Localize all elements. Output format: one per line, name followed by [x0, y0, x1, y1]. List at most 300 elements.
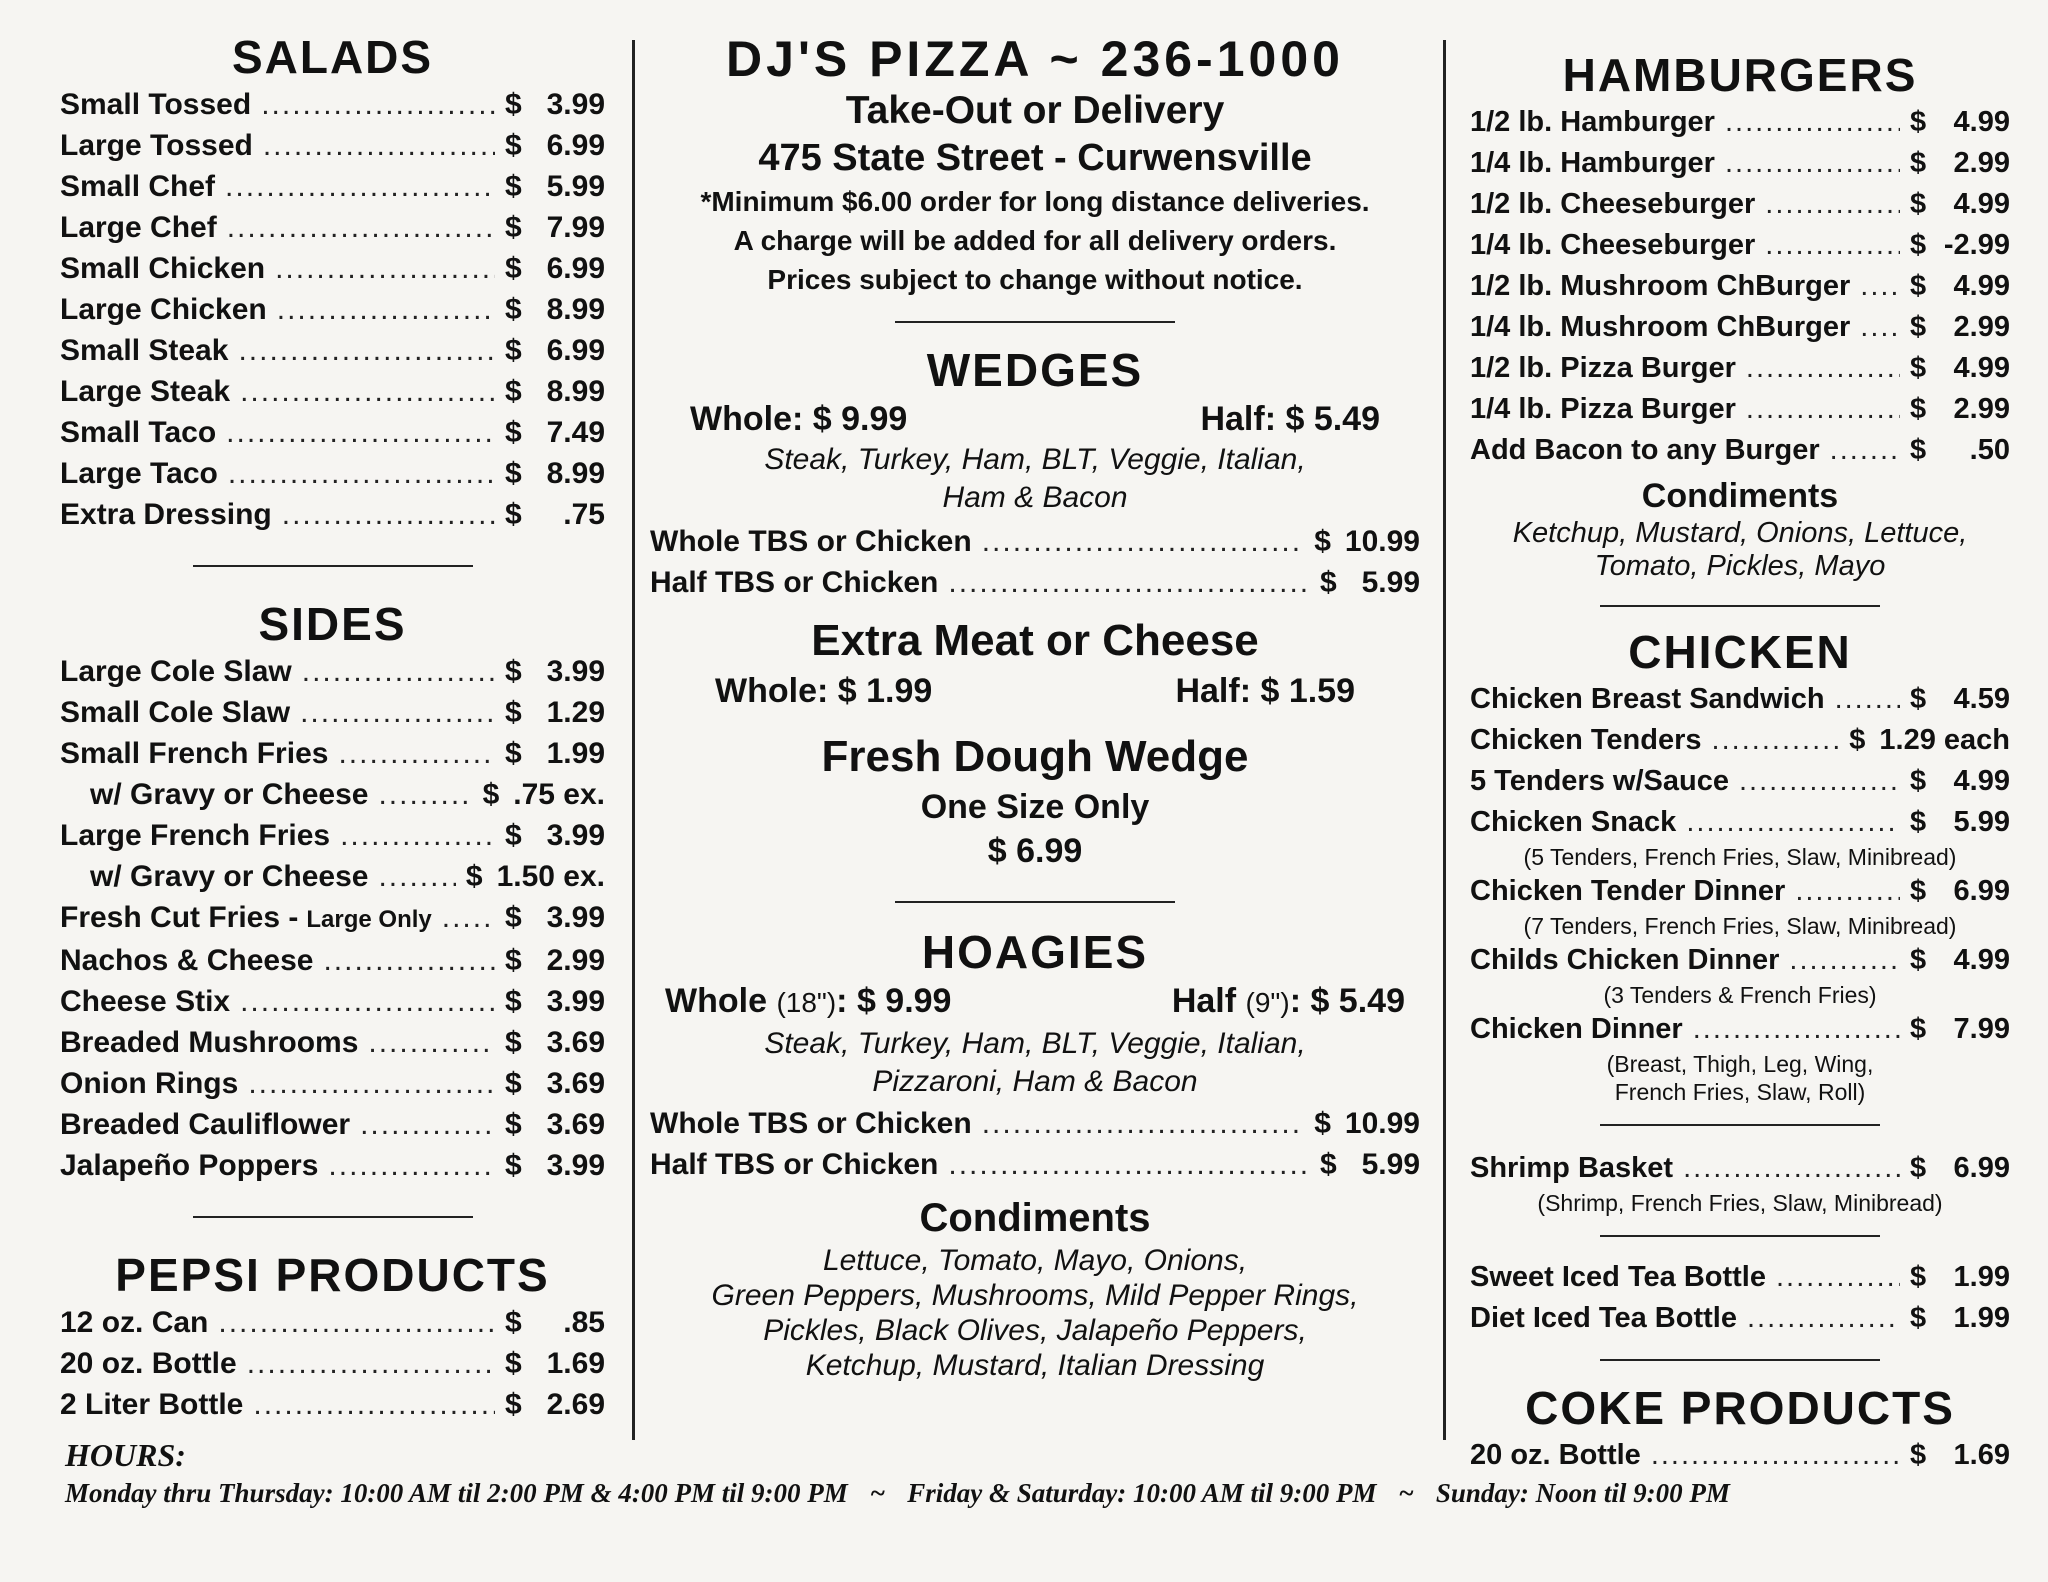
sides-title: SIDES	[258, 598, 407, 650]
currency-sign: $	[505, 457, 522, 490]
item-price	[1910, 102, 2010, 143]
item-price	[1910, 266, 2010, 307]
wedges-whole: Whole: $ 9.99	[690, 400, 908, 438]
currency-sign: $	[505, 334, 522, 367]
divider	[1600, 1235, 1880, 1237]
item-note: French Fries, Slaw, Roll)	[1614, 1079, 1866, 1105]
item-name: 5 Tenders w/Sauce	[1470, 765, 1729, 797]
price-amount: .50	[1969, 434, 2010, 466]
hoagies-desc: Pizzaroni, Ham & Bacon	[872, 1065, 1198, 1098]
leader-dots	[982, 1103, 1305, 1144]
item-price	[505, 207, 605, 248]
item-name: Large Chicken	[60, 293, 267, 326]
currency-sign: $	[1849, 724, 1866, 756]
condiment-line: Green Peppers, Mushrooms, Mild Pepper Rings,	[711, 1279, 1359, 1312]
chicken-list	[1470, 679, 2010, 1106]
condiment-line: Pickles, Black Olives, Jalapeño Peppers,	[763, 1314, 1307, 1347]
item-note: (3 Tenders & French Fries)	[1603, 982, 1877, 1008]
leader-dots	[248, 1063, 495, 1104]
item-price	[1910, 143, 2010, 184]
left-column	[60, 30, 605, 1425]
item-name: Large Tossed	[60, 129, 253, 162]
item-name: Shrimp Basket	[1470, 1152, 1674, 1184]
column-divider-left	[632, 40, 635, 1440]
burger-condiments: Ketchup, Mustard, Onions, Lettuce,	[1512, 517, 1968, 549]
item-name: Small Chef	[60, 170, 216, 203]
item-name: 12 oz. Can	[60, 1306, 209, 1339]
currency-sign: $	[1910, 1439, 1927, 1471]
item-name: Whole TBS or Chicken	[650, 1107, 972, 1140]
menu-item	[60, 856, 605, 897]
item-price	[1910, 1298, 2010, 1339]
leader-dots	[1789, 940, 1900, 981]
divider	[895, 901, 1175, 903]
item-name: Add Bacon to any Burger	[1470, 434, 1820, 466]
wedges-title: WEDGES	[926, 344, 1144, 396]
price-amount: 6.99	[546, 334, 605, 367]
item-name: Small Steak	[60, 334, 229, 367]
restaurant-address: 475 State Street - Curwensville	[758, 137, 1312, 179]
divider	[193, 565, 473, 567]
leader-dots	[1830, 430, 1900, 471]
leader-dots	[982, 521, 1305, 562]
item-name: Chicken Dinner	[1470, 1013, 1683, 1045]
menu-item	[1470, 1257, 2010, 1298]
menu-item	[60, 412, 605, 453]
item-price	[505, 494, 605, 535]
menu-item	[60, 1104, 605, 1145]
leader-dots	[1747, 1298, 1900, 1339]
currency-sign: $	[1910, 1152, 1927, 1184]
item-price	[505, 1145, 605, 1186]
leader-dots	[948, 1144, 1310, 1185]
item-note: (7 Tenders, French Fries, Slaw, Minibread)	[1523, 913, 1957, 939]
leader-dots	[261, 84, 495, 125]
item-name: 20 oz. Bottle	[1470, 1439, 1641, 1471]
menu-item	[60, 940, 605, 981]
item-name: Extra Dressing	[60, 498, 272, 531]
leader-dots	[238, 330, 495, 371]
currency-sign: $	[505, 819, 522, 852]
item-price	[505, 733, 605, 774]
menu-item	[60, 1384, 605, 1425]
coke-title: COKE PRODUCTS	[1525, 1382, 1955, 1434]
menu-item	[650, 1103, 1420, 1144]
item-price	[505, 1063, 605, 1104]
currency-sign: $	[505, 129, 522, 162]
item-price	[505, 981, 605, 1022]
price-amount: 6.99	[546, 252, 605, 285]
hours-section	[65, 1435, 2015, 1511]
price-amount: 4.99	[1953, 106, 2010, 138]
item-name: 1/2 lb. Pizza Burger	[1470, 352, 1736, 384]
dough-price: $ 6.99	[987, 832, 1083, 870]
item-price	[1320, 1144, 1420, 1185]
leader-dots	[360, 1104, 495, 1145]
item-price	[505, 897, 605, 938]
leader-dots	[218, 1302, 495, 1343]
price-amount: 4.59	[1953, 683, 2010, 715]
item-price	[505, 330, 605, 371]
leader-dots	[302, 651, 495, 692]
item-price	[1910, 1257, 2010, 1298]
item-price	[1849, 720, 2010, 761]
leader-dots	[340, 815, 495, 856]
middle-column	[650, 30, 1420, 1383]
item-name: Cheese Stix	[60, 985, 231, 1018]
leader-dots	[1860, 307, 1900, 348]
menu-item	[60, 1302, 605, 1343]
leader-dots	[323, 940, 495, 981]
menu-item	[1470, 1009, 2010, 1050]
price-amount: .75	[563, 498, 605, 531]
shrimp-item	[1470, 1148, 2010, 1217]
menu-item	[1470, 102, 2010, 143]
tea-list	[1470, 1257, 2010, 1339]
price-amount: 3.99	[546, 985, 605, 1018]
price-amount: 4.99	[1953, 765, 2010, 797]
price-amount: -2.99	[1943, 229, 2010, 261]
item-price	[505, 84, 605, 125]
leader-dots	[1739, 761, 1900, 802]
price-amount: .85	[563, 1306, 605, 1339]
item-price	[1910, 1148, 2010, 1189]
currency-sign: $	[1910, 229, 1927, 261]
salads-title: SALADS	[231, 31, 434, 83]
item-price	[1910, 940, 2010, 981]
menu-item	[60, 897, 605, 940]
currency-sign: $	[505, 737, 522, 770]
item-name: 1/4 lb. Mushroom ChBurger	[1470, 311, 1851, 343]
price-amount: 4.99	[1953, 188, 2010, 220]
price-amount: 1.99	[1953, 1261, 2010, 1293]
price-amount: 10.99	[1344, 1107, 1420, 1140]
leader-dots	[1835, 679, 1900, 720]
leader-dots	[1693, 1009, 1900, 1050]
menu-item	[1470, 430, 2010, 471]
menu-item	[1470, 679, 2010, 720]
currency-sign: $	[1910, 765, 1927, 797]
item-name: Breaded Mushrooms	[60, 1026, 359, 1059]
menu-item	[60, 1022, 605, 1063]
item-name: Large Cole Slaw	[60, 655, 292, 688]
currency-sign: $	[1314, 1107, 1331, 1140]
currency-sign: $	[1910, 434, 1927, 466]
menu-item	[1470, 348, 2010, 389]
item-name: Half TBS or Chicken	[650, 1148, 939, 1181]
leader-dots	[300, 692, 495, 733]
leader-dots	[1746, 389, 1900, 430]
hoagies-desc: Steak, Turkey, Ham, BLT, Veggie, Italian,	[764, 1027, 1306, 1060]
leader-dots	[1746, 348, 1900, 389]
item-price	[505, 248, 605, 289]
currency-sign: $	[505, 211, 522, 244]
currency-sign: $	[1910, 875, 1927, 907]
item-price	[505, 815, 605, 856]
item-name: Chicken Tender Dinner	[1470, 875, 1786, 907]
hours-separator: ~	[869, 1478, 886, 1508]
item-price	[505, 692, 605, 733]
hamburgers-title: HAMBURGERS	[1562, 49, 1918, 101]
currency-sign: $	[505, 252, 522, 285]
item-price	[1910, 389, 2010, 430]
pepsi-title: PEPSI PRODUCTS	[115, 1249, 550, 1301]
dough-title: Fresh Dough Wedge	[821, 732, 1249, 781]
menu-item	[60, 1343, 605, 1384]
menu-item	[1470, 1298, 2010, 1339]
item-name: Fresh Cut Fries -	[60, 901, 299, 934]
menu-item	[60, 125, 605, 166]
leader-dots	[282, 494, 495, 535]
currency-sign: $	[505, 696, 522, 729]
price-amount: 3.99	[546, 655, 605, 688]
price-amount: 3.99	[546, 1149, 605, 1182]
price-amount: 2.99	[1953, 311, 2010, 343]
item-price	[505, 651, 605, 692]
price-amount: 3.99	[546, 88, 605, 121]
item-price	[505, 940, 605, 981]
hours-line	[65, 1475, 2015, 1511]
price-amount: 4.99	[1953, 270, 2010, 302]
menu-item	[1470, 266, 2010, 307]
currency-sign: $	[1910, 683, 1927, 715]
price-amount: 1.50 ex.	[496, 860, 605, 893]
price-amount: 3.69	[546, 1067, 605, 1100]
price-amount: 7.99	[546, 211, 605, 244]
leader-dots	[1795, 871, 1900, 912]
currency-sign: $	[505, 375, 522, 408]
item-name: Half TBS or Chicken	[650, 566, 939, 599]
currency-sign: $	[1910, 311, 1927, 343]
currency-sign: $	[1910, 147, 1927, 179]
leader-dots	[1686, 802, 1900, 843]
price-amount: 1.69	[1953, 1439, 2010, 1471]
currency-sign: $	[505, 1108, 522, 1141]
menu-item	[650, 562, 1420, 603]
price-amount: 1.29 each	[1879, 724, 2010, 756]
item-name: Small Tossed	[60, 88, 252, 121]
column-divider-right	[1443, 40, 1446, 1440]
menu-item	[60, 494, 605, 535]
price-amount: .75 ex.	[513, 778, 605, 811]
header-note: A charge will be added for all delivery orders.	[733, 225, 1337, 256]
price-amount: 5.99	[546, 170, 605, 203]
menu-item	[1470, 389, 2010, 430]
item-extra: Large Only	[306, 906, 432, 933]
item-name: Diet Iced Tea Bottle	[1470, 1302, 1737, 1334]
hoagies-list	[650, 1103, 1420, 1185]
currency-sign: $	[1910, 1013, 1927, 1045]
extra-title: Extra Meat or Cheese	[811, 616, 1259, 665]
leader-dots	[225, 166, 495, 207]
dough-size: One Size Only	[920, 788, 1150, 826]
wedges-half: Half: $ 5.49	[1200, 400, 1380, 438]
hours-sunday: Sunday: Noon til 9:00 PM	[1435, 1478, 1730, 1508]
leader-dots	[948, 562, 1310, 603]
leader-dots	[247, 1343, 495, 1384]
item-name: Chicken Breast Sandwich	[1470, 683, 1825, 715]
leader-dots	[1712, 720, 1840, 761]
currency-sign: $	[1910, 352, 1927, 384]
currency-sign: $	[1910, 1302, 1927, 1334]
header-note: *Minimum $6.00 order for long distance deliveries.	[700, 186, 1370, 217]
price-amount: 8.99	[546, 457, 605, 490]
item-price	[505, 1343, 605, 1384]
price-amount: 6.99	[546, 129, 605, 162]
menu-item	[1470, 307, 2010, 348]
item-price	[505, 1302, 605, 1343]
item-name: Small Chicken	[60, 252, 266, 285]
condiment-line: Ketchup, Mustard, Italian Dressing	[805, 1349, 1265, 1382]
leader-dots	[240, 371, 495, 412]
condiment-line: Lettuce, Tomato, Mayo, Onions,	[822, 1244, 1248, 1277]
price-amount: 1.69	[546, 1347, 605, 1380]
item-name: Jalapeño Poppers	[60, 1149, 319, 1182]
item-name: 2 Liter Bottle	[60, 1388, 244, 1421]
hoagies-title: HOAGIES	[921, 926, 1149, 978]
item-price	[505, 1022, 605, 1063]
menu-item	[60, 1063, 605, 1104]
menu-item	[60, 84, 605, 125]
hoagies-prices	[650, 979, 1420, 1025]
item-price	[505, 1384, 605, 1425]
leader-dots	[277, 289, 495, 330]
item-name: 1/2 lb. Hamburger	[1470, 106, 1715, 138]
burger-condiments-title: Condiments	[1641, 477, 1839, 515]
divider	[1600, 1359, 1880, 1361]
item-price	[505, 125, 605, 166]
item-name: 1/2 lb. Cheeseburger	[1470, 188, 1756, 220]
price-amount: 10.99	[1344, 525, 1420, 558]
item-name: w/ Gravy or Cheese	[90, 860, 369, 893]
currency-sign: $	[1910, 944, 1927, 976]
currency-sign: $	[505, 1026, 522, 1059]
item-name: 1/4 lb. Cheeseburger	[1470, 229, 1756, 261]
currency-sign: $	[1320, 566, 1337, 599]
price-amount: 6.99	[1953, 1152, 2010, 1184]
price-amount: 3.69	[546, 1108, 605, 1141]
restaurant-subtitle: Take-Out or Delivery	[845, 89, 1225, 132]
item-name: Breaded Cauliflower	[60, 1108, 351, 1141]
leader-dots	[253, 1384, 495, 1425]
currency-sign: $	[1910, 393, 1927, 425]
hoagie-condiments-title: Condiments	[919, 1196, 1151, 1240]
currency-sign: $	[505, 293, 522, 326]
item-name: Onion Rings	[60, 1067, 239, 1100]
leader-dots	[338, 733, 495, 774]
header-note: Prices subject to change without notice.	[767, 264, 1303, 295]
menu-item	[1470, 761, 2010, 802]
item-note: (5 Tenders, French Fries, Slaw, Minibread)	[1523, 844, 1957, 870]
item-price	[1320, 562, 1420, 603]
divider	[1600, 1124, 1880, 1126]
item-price	[1910, 679, 2010, 720]
divider	[193, 1216, 473, 1218]
currency-sign: $	[1910, 806, 1927, 838]
currency-sign: $	[505, 88, 522, 121]
item-name: w/ Gravy or Cheese	[90, 778, 369, 811]
currency-sign: $	[505, 416, 522, 449]
extra-whole: Whole: $ 1.99	[715, 672, 933, 710]
hoagies-whole: Whole (18"): $ 9.99	[665, 982, 952, 1020]
sides-list	[60, 651, 605, 1186]
leader-dots	[442, 897, 495, 938]
currency-sign: $	[1314, 525, 1331, 558]
price-amount: 3.69	[546, 1026, 605, 1059]
currency-sign: $	[1910, 1261, 1927, 1293]
item-name: Chicken Tenders	[1470, 724, 1702, 756]
currency-sign: $	[1910, 270, 1927, 302]
leader-dots	[263, 125, 495, 166]
item-name: Large Steak	[60, 375, 231, 408]
price-amount: 5.99	[1361, 566, 1420, 599]
item-name: 1/2 lb. Mushroom ChBurger	[1470, 270, 1851, 302]
menu-item	[1470, 720, 2010, 761]
menu-item	[60, 774, 605, 815]
currency-sign: $	[505, 170, 522, 203]
menu-item	[1470, 940, 2010, 981]
currency-sign: $	[505, 1067, 522, 1100]
item-price	[505, 289, 605, 330]
leader-dots	[227, 207, 495, 248]
item-price	[483, 774, 605, 815]
menu-item	[650, 1144, 1420, 1185]
item-name: Childs Chicken Dinner	[1470, 944, 1780, 976]
menu-item	[1470, 143, 2010, 184]
divider	[895, 321, 1175, 323]
item-name: 1/4 lb. Pizza Burger	[1470, 393, 1736, 425]
item-name: 1/4 lb. Hamburger	[1470, 147, 1715, 179]
leader-dots	[1765, 184, 1900, 225]
leader-dots	[1683, 1148, 1900, 1189]
item-price	[1910, 761, 2010, 802]
hours-weekday: Monday thru Thursday: 10:00 AM til 2:00 PM & 4:00 PM til 9:00 PM	[65, 1478, 848, 1508]
item-name: Large Taco	[60, 457, 218, 490]
price-amount: 1.99	[1953, 1302, 2010, 1334]
price-amount: 7.99	[1953, 1013, 2010, 1045]
currency-sign: $	[505, 1388, 522, 1421]
extra-half: Half: $ 1.59	[1175, 672, 1355, 710]
currency-sign: $	[505, 985, 522, 1018]
currency-sign: $	[505, 901, 522, 934]
extra-prices	[650, 669, 1420, 713]
leader-dots	[1725, 143, 1900, 184]
item-price	[1910, 225, 2010, 266]
leader-dots	[226, 412, 495, 453]
menu-item	[60, 330, 605, 371]
leader-dots	[1860, 266, 1900, 307]
item-name: Large French Fries	[60, 819, 331, 852]
menu-item	[60, 815, 605, 856]
wedges-prices	[650, 397, 1420, 441]
menu-item	[1470, 802, 2010, 843]
menu-item	[60, 166, 605, 207]
item-note: (Shrimp, French Fries, Slaw, Minibread)	[1537, 1190, 1943, 1216]
currency-sign: $	[1910, 188, 1927, 220]
menu-item	[60, 248, 605, 289]
price-amount: 2.69	[546, 1388, 605, 1421]
item-name: Sweet Iced Tea Bottle	[1470, 1261, 1766, 1293]
leader-dots	[378, 774, 472, 815]
salads-list	[60, 84, 605, 535]
hours-separator: ~	[1398, 1478, 1414, 1508]
leader-dots	[228, 453, 495, 494]
currency-sign: $	[465, 860, 483, 893]
menu-item	[60, 981, 605, 1022]
currency-sign: $	[1320, 1148, 1337, 1181]
leader-dots	[1765, 225, 1900, 266]
currency-sign: $	[505, 944, 522, 977]
